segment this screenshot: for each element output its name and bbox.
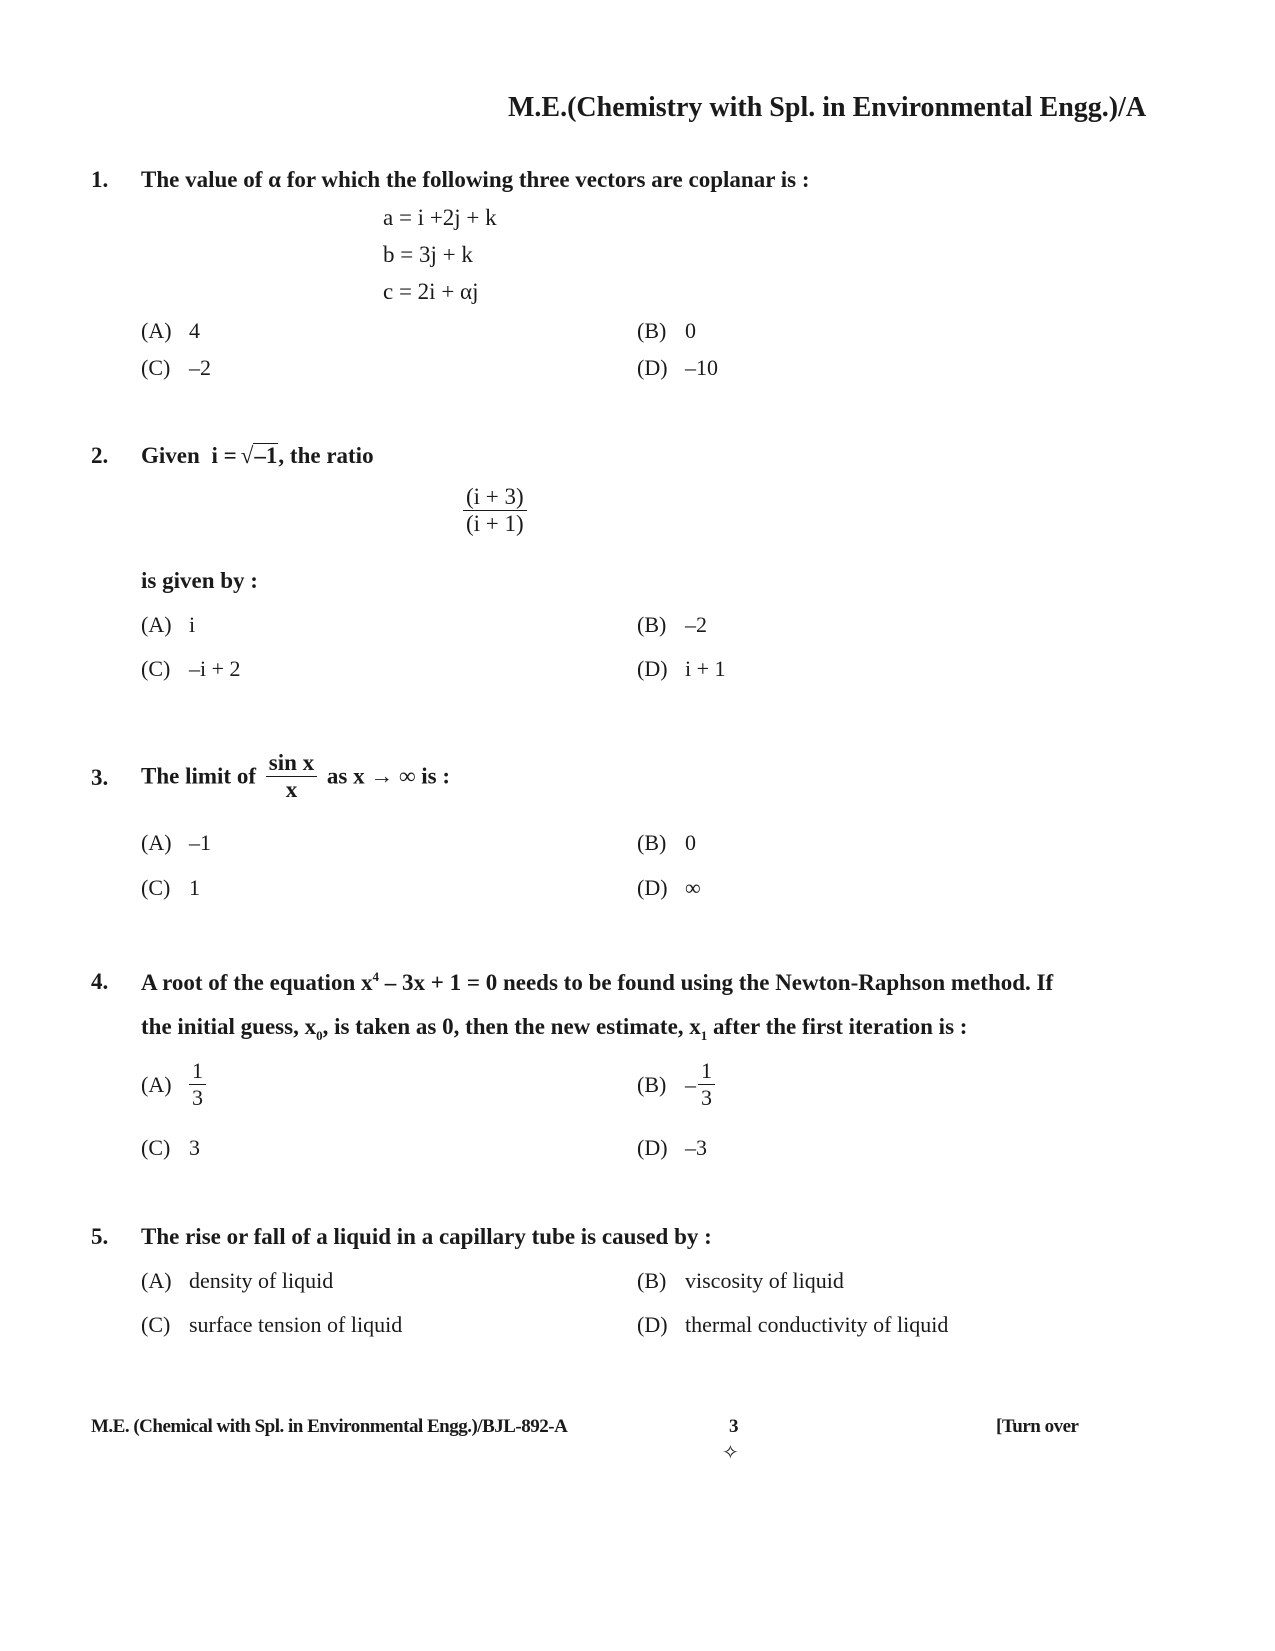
vector-equation: c = 2i + αj (383, 279, 479, 304)
option-text: 3 (189, 1135, 200, 1160)
option-label: (A) (141, 318, 172, 343)
fraction-numerator: sin x (268, 750, 315, 775)
option-b (637, 1268, 844, 1294)
option-label: (D) (637, 875, 668, 900)
footer-paper-code: M.E. (Chemical with Spl. in Environmental Engg.)/BJL-892-A (91, 1416, 568, 1437)
option-text: –2 (685, 612, 707, 637)
fraction-denominator: 3 (189, 1084, 206, 1111)
option-label: (B) (637, 830, 667, 855)
question-text-end: , the ratio (278, 443, 374, 468)
imaginary-unit-equation: i = (211, 443, 237, 468)
option-text: thermal conductivity of liquid (685, 1312, 949, 1337)
option-label: (B) (637, 318, 667, 343)
option-label: (B) (637, 612, 667, 637)
subscript: 1 (700, 1028, 708, 1043)
question-text-continued: is given by : (141, 568, 258, 593)
option-b (637, 612, 707, 638)
option-label: (D) (637, 656, 668, 681)
option-text: –2 (189, 355, 211, 380)
question-text-start: Given (141, 443, 200, 468)
question-text-part: , is taken as 0, then the new estimate, x (322, 1014, 701, 1039)
option-a (141, 612, 195, 638)
question-text-part: after the first iteration is : (707, 1014, 968, 1039)
option-text: 4 (189, 318, 200, 343)
option-a (141, 318, 200, 344)
option-d (637, 1135, 707, 1161)
option-label: (D) (637, 1312, 668, 1337)
fraction-numerator: (i + 3) (466, 484, 524, 509)
option-label: (D) (637, 355, 668, 380)
question-text: The rise or fall of a liquid in a capillary tube is caused by : (141, 1224, 712, 1249)
option-text: 1 (189, 875, 200, 900)
option-text: 0 (685, 830, 696, 855)
question-number: 5. (91, 1224, 109, 1249)
option-b (637, 1058, 715, 1111)
option-fraction (698, 1058, 715, 1111)
question-text: The value of α for which the following three vectors are coplanar is : (141, 167, 810, 192)
question-number: 2. (91, 443, 109, 468)
turn-over-note: [Turn over (996, 1416, 1079, 1437)
vector-equation: a = i +2j + k (383, 205, 497, 230)
option-label: (D) (637, 1135, 668, 1160)
page-number: 3 (729, 1416, 739, 1437)
ornament-icon: ✧ (722, 1440, 739, 1464)
page-title: M.E.(Chemistry with Spl. in Environmental Engg.)/A (508, 92, 1147, 123)
option-label: (C) (141, 875, 171, 900)
fraction-denominator: (i + 1) (463, 510, 527, 537)
vector-equation: b = 3j + k (383, 242, 473, 267)
option-label: (A) (141, 1268, 172, 1293)
option-a (141, 1268, 333, 1294)
option-a (141, 830, 211, 856)
question-number: 3. (91, 765, 109, 790)
question-text-part: the initial guess, x (141, 1014, 317, 1039)
option-text: viscosity of liquid (685, 1268, 844, 1293)
option-text: ∞ (685, 875, 701, 900)
fraction-denominator: 3 (698, 1084, 715, 1111)
option-label: (C) (141, 355, 171, 380)
fraction-numerator: 1 (701, 1058, 712, 1083)
question-text (141, 969, 1053, 996)
question-text-end: as x → ∞ is : (326, 763, 450, 789)
sinx-over-x-fraction (266, 750, 317, 803)
question-text (141, 750, 450, 803)
option-label: (C) (141, 1312, 171, 1337)
ratio-fraction (463, 484, 527, 537)
question-text-start: The limit of (141, 763, 256, 789)
option-label: (A) (141, 1071, 172, 1097)
radicand: –1 (254, 443, 278, 468)
option-a (141, 1058, 206, 1111)
question-text-part: A root of the equation x (141, 970, 373, 995)
exponent: 4 (372, 969, 379, 984)
subscript: 0 (316, 1028, 323, 1043)
option-text: surface tension of liquid (189, 1312, 403, 1337)
option-c (141, 355, 211, 381)
option-label: (A) (141, 612, 172, 637)
question-number: 1. (91, 167, 109, 192)
option-c (141, 656, 241, 682)
fraction-denominator: x (266, 776, 317, 803)
option-d (637, 875, 701, 901)
question-text-part: – 3x + 1 = 0 needs to be found using the Newton-Raphson method. If (379, 970, 1054, 995)
option-d (637, 1312, 948, 1338)
minus-sign: – (685, 1071, 696, 1097)
radical-sign: √ (240, 443, 254, 468)
question-text (141, 443, 374, 469)
question-number: 4. (91, 969, 109, 994)
option-text: i (189, 612, 196, 637)
option-label: (A) (141, 830, 172, 855)
fraction-numerator: 1 (192, 1058, 203, 1083)
option-c (141, 1135, 200, 1161)
option-b (637, 830, 696, 856)
option-d (637, 355, 718, 381)
option-text: –3 (685, 1135, 707, 1160)
option-b (637, 318, 696, 344)
option-text: density of liquid (189, 1268, 334, 1293)
question-text-line2 (141, 1014, 967, 1044)
option-fraction (189, 1058, 206, 1111)
option-label: (B) (637, 1071, 667, 1097)
option-d (637, 656, 726, 682)
option-label: (C) (141, 656, 171, 681)
option-text: 0 (685, 318, 696, 343)
option-text: –1 (189, 830, 211, 855)
option-label: (C) (141, 1135, 171, 1160)
option-label: (B) (637, 1268, 667, 1293)
option-text: –i + 2 (189, 656, 241, 681)
option-c (141, 1312, 402, 1338)
option-c (141, 875, 200, 901)
option-text: –10 (685, 355, 718, 380)
option-text: i + 1 (685, 656, 726, 681)
